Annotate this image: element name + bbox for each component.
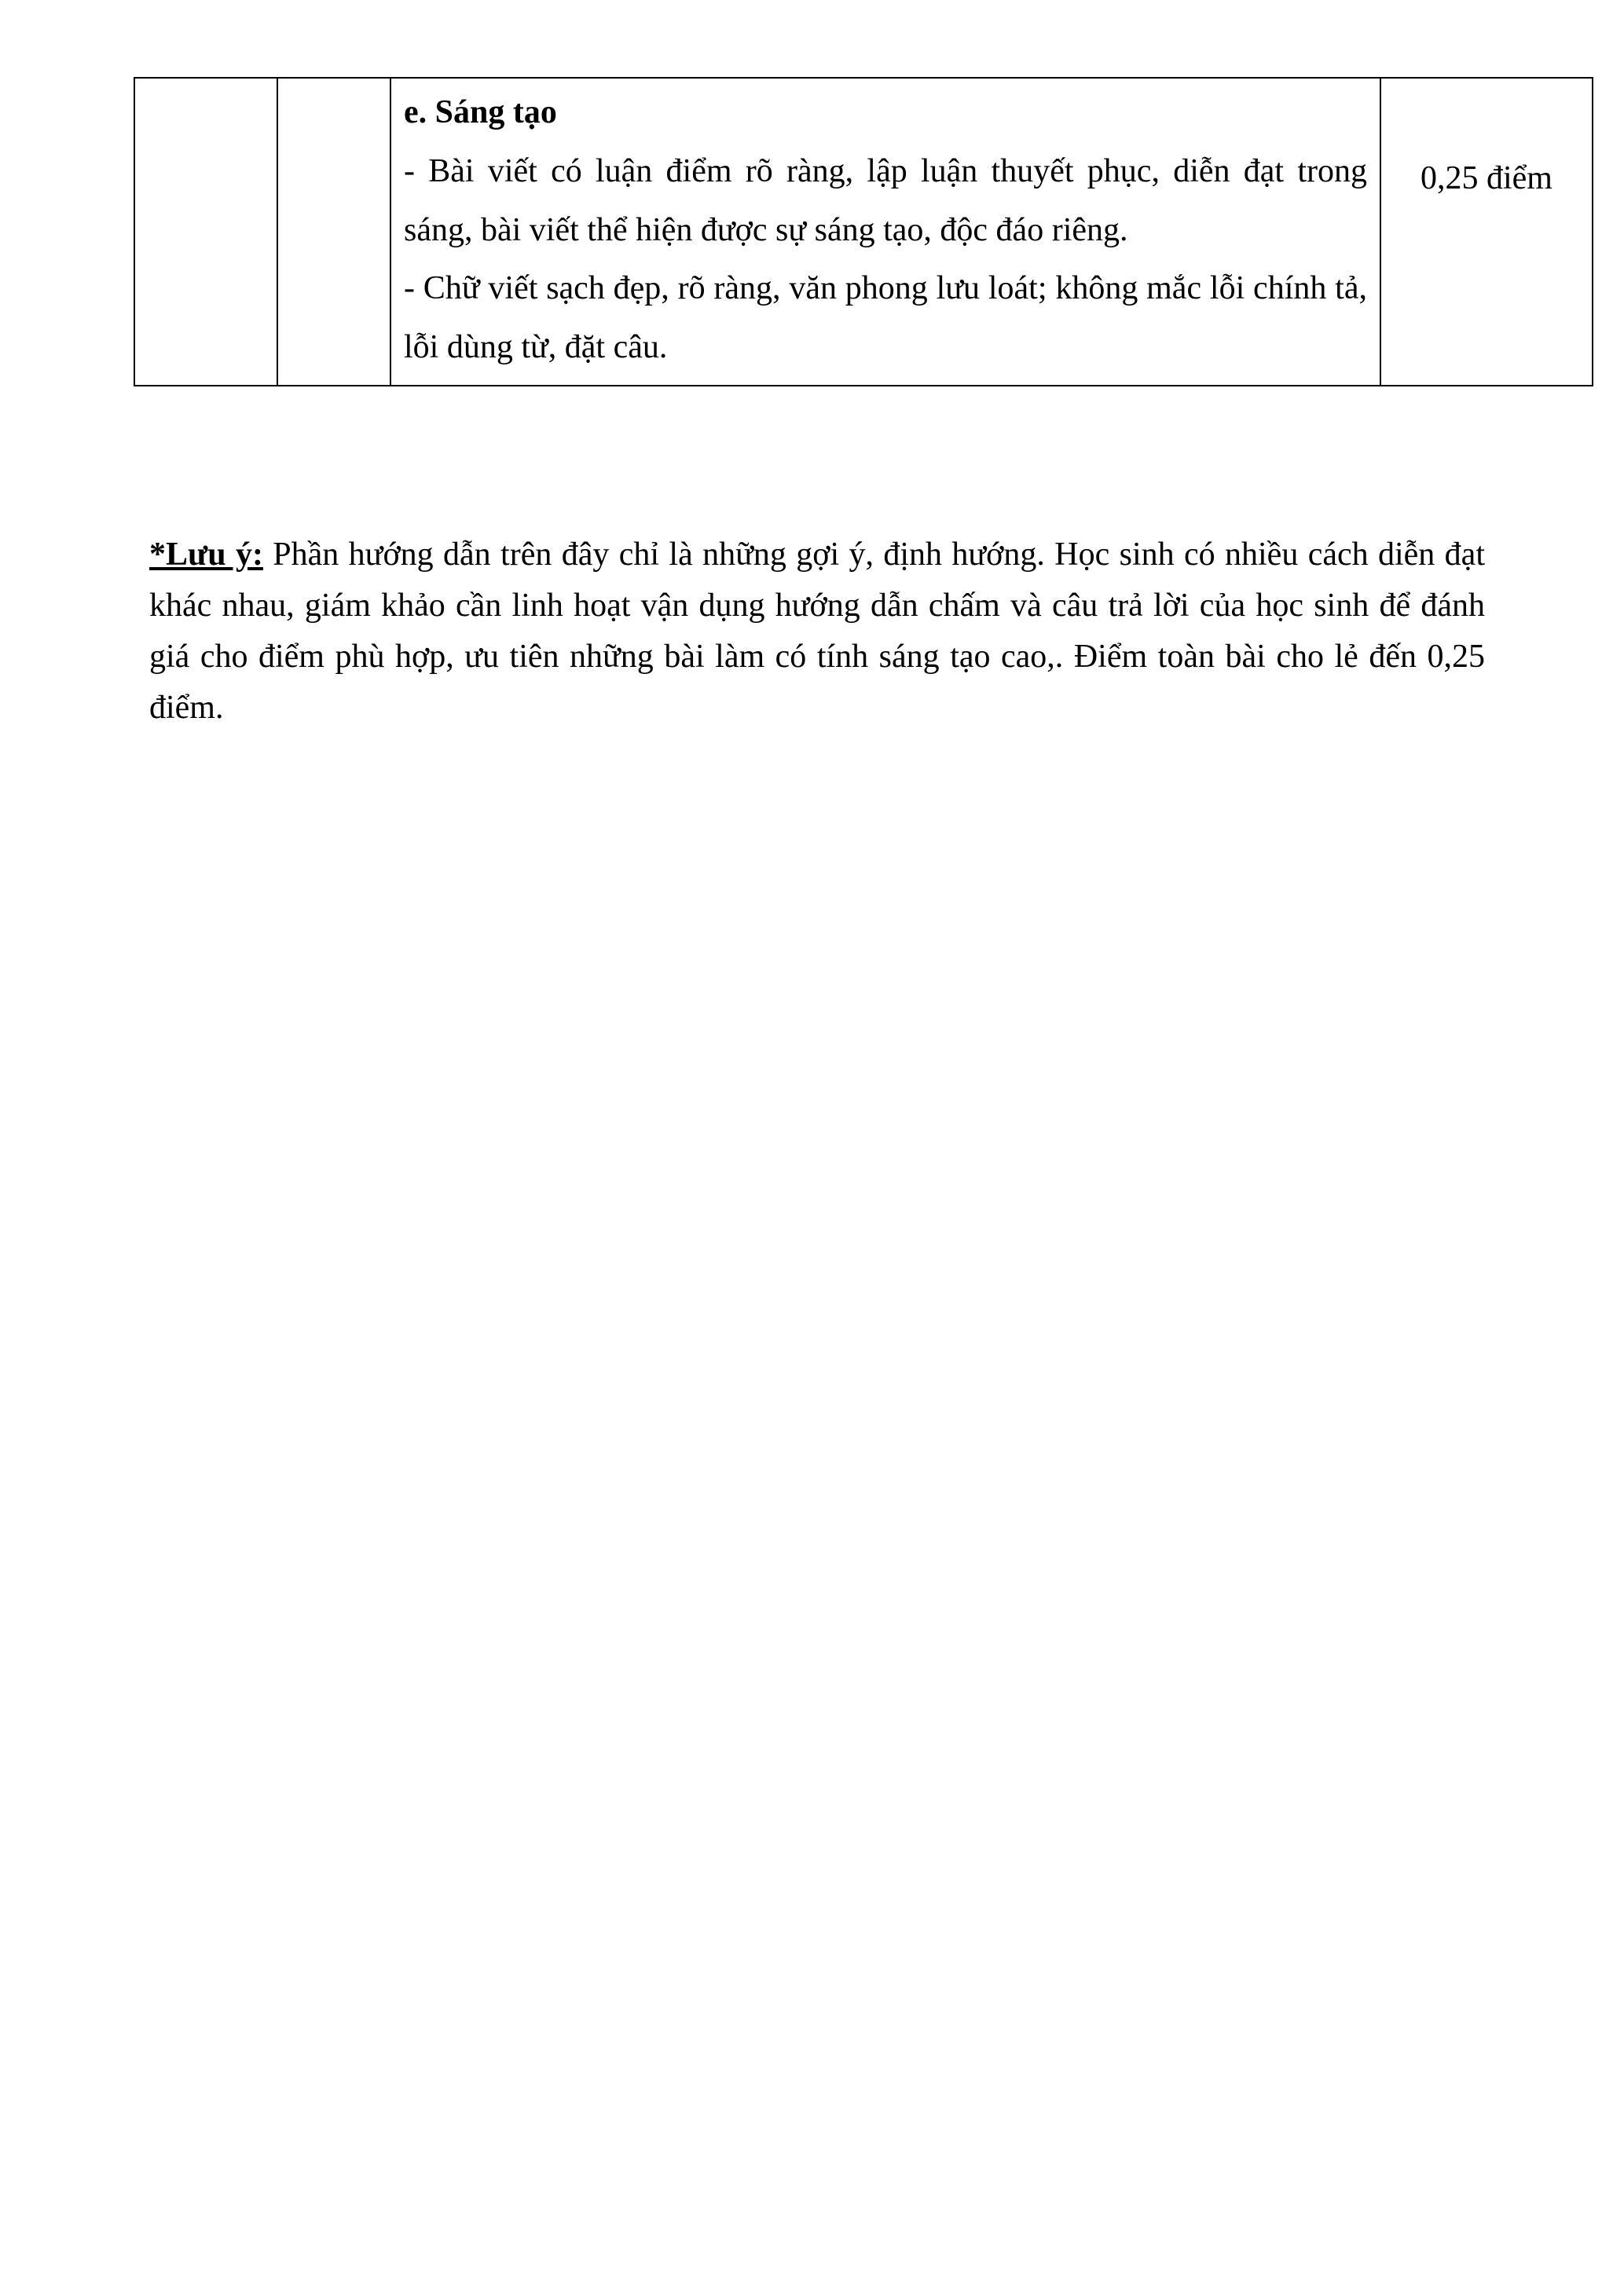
rubric-table xyxy=(134,77,1593,386)
criteria-item-1: - Bài viết có luận điểm rõ ràng, lập luận thuyết phục, diễn đạt trong sáng, bài viết thể hiện được sự sáng tạo, độc đáo riêng. xyxy=(404,152,1367,248)
note-text: Phần hướng dẫn trên đây chỉ là những gợi ý, định hướng. Học sinh có nhiều cách diễn đạt khác nhau, giám khảo cần linh hoạt vận dụng hướng dẫn chấm và câu trả lời của học sinh để đánh giá cho điểm phù hợp, ưu tiên những bài làm có tính sáng tạo cao,. Điểm toàn bài cho lẻ đến 0,25 điểm. xyxy=(149,536,1485,727)
note-paragraph xyxy=(149,529,1485,734)
note-label: *Lưu ý: xyxy=(149,536,263,573)
criteria-item-2: - Chữ viết sạch đẹp, rõ ràng, văn phong lưu loát; không mắc lỗi chính tả, lỗi dùng từ, đặt câu. xyxy=(404,270,1367,365)
score-text: 0,25 điểm xyxy=(1421,160,1553,196)
empty-cell-second xyxy=(277,78,390,386)
empty-cell-left xyxy=(134,78,277,386)
criteria-heading: e. Sáng tạo xyxy=(404,94,557,130)
criteria-cell xyxy=(390,78,1380,386)
score-cell xyxy=(1380,78,1593,386)
table-row xyxy=(134,78,1593,386)
